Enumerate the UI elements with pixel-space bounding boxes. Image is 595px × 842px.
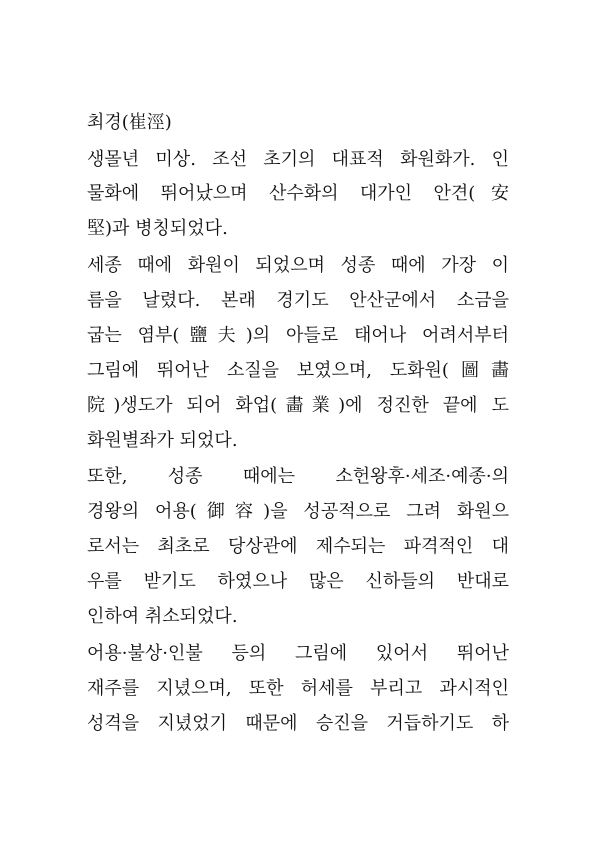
paragraph-2-line-6: 화원별좌가 되었다. [87, 430, 238, 451]
document-title: 최경(崔涇) [87, 112, 172, 133]
paragraph-3-line-1: 또한, 성종 때에는 소헌왕후·세조·예종·의 [87, 466, 509, 487]
paragraph-3-line-5: 인하여 취소되었다. [87, 606, 238, 627]
paragraph-3-line-4: 우를 받기도 하였으나 많은 신하들의 반대로 [87, 571, 509, 592]
paragraph-4-line-2: 재주를 지녔으며, 또한 허세를 부리고 과시적인 [87, 678, 509, 699]
paragraph-4-line-1: 어용·불상·인불 등의 그림에 있어서 뛰어난 [87, 643, 509, 664]
paragraph-2-line-1: 세종 때에 화원이 되었으며 성종 때에 가장 이 [87, 255, 509, 276]
paragraph-2-line-2: 름을 날렸다. 본래 경기도 안산군에서 소금을 [87, 290, 509, 311]
paragraph-4-line-3: 성격을 지녔었기 때문에 승진을 거듭하기도 하 [87, 713, 509, 734]
paragraph-2-line-4: 그림에 뛰어난 소질을 보였으며, 도화원(圖畵 [87, 360, 509, 381]
paragraph-2-line-5: 院)생도가 되어 화업(畵業)에 정진한 끝에 도 [87, 395, 509, 416]
paragraph-1-line-1: 생몰년 미상. 조선 초기의 대표적 화원화가. 인 [87, 149, 509, 170]
paragraph-2-line-3: 굽는 염부(鹽夫)의 아들로 태어나 어려서부터 [87, 325, 509, 346]
paragraph-1-line-3: 堅)과 병칭되었다. [87, 218, 228, 239]
paragraph-3-line-3: 로서는 최초로 당상관에 제수되는 파격적인 대 [87, 536, 509, 557]
paragraph-3-line-2: 경왕의 어용(御容)을 성공적으로 그려 화원으 [87, 501, 509, 522]
paragraph-1-line-2: 물화에 뛰어났으며 산수화의 대가인 안견(安 [87, 183, 509, 204]
